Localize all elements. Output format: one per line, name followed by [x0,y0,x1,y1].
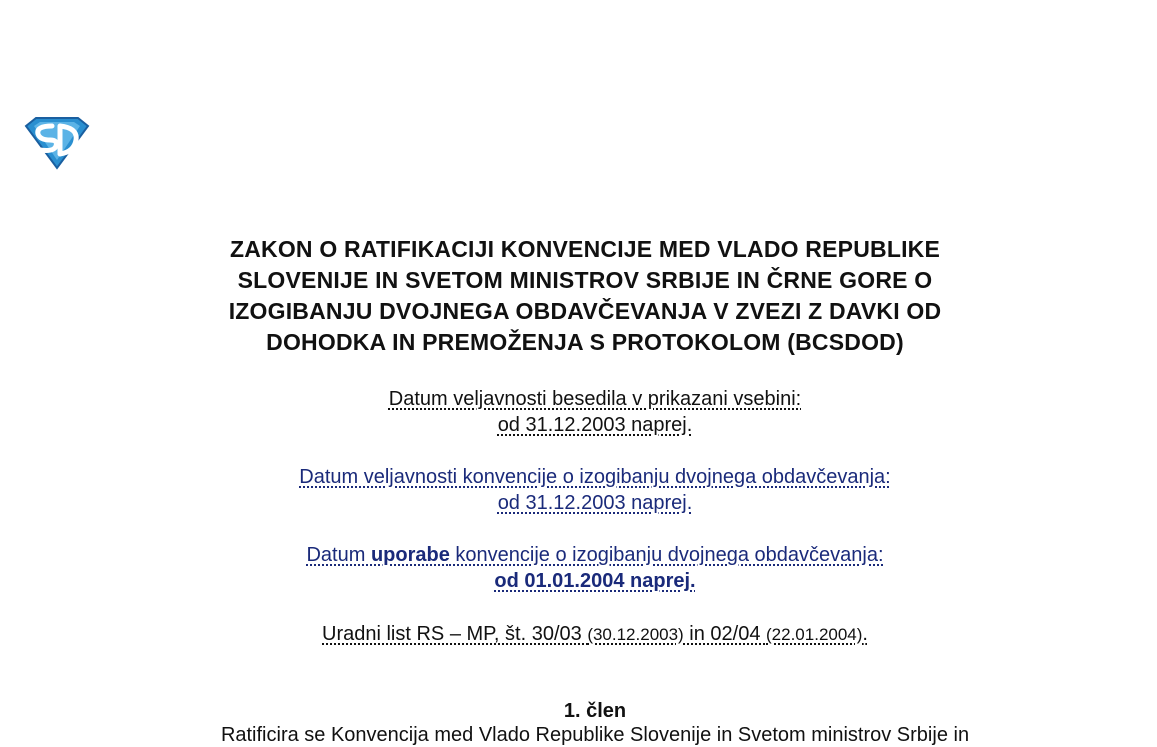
sd-logo-icon [22,116,92,170]
gazette-reference [150,621,1040,648]
gazette-text: in 02/04 [683,623,767,645]
gazette-date: (22.01.2004) [766,625,863,644]
validity-convention-value[interactable]: od 31.12.2003 naprej. [497,492,693,514]
law-title [150,234,1020,358]
article-heading: 1. člen [563,700,627,722]
validity-text-value[interactable]: od 31.12.2003 naprej. [497,414,693,436]
title-line: ZAKON O RATIFIKACIJI KONVENCIJE MED VLADO REPUBLIKE [229,236,941,262]
use-convention-label[interactable] [306,544,883,566]
use-convention-block [150,542,1040,594]
title-line: DOHODKA IN PREMOŽENJA S PROTOKOLOM (BCSDOD) [266,329,904,355]
validity-text-block [150,386,1040,438]
label-text: konvencije o izogibanju dvojnega obdavčevanja: [449,544,884,566]
use-convention-value[interactable]: od 01.01.2004 naprej. [494,570,696,592]
gazette-text: . [862,623,868,645]
title-line: IZOGIBANJU DVOJNEGA OBDAVČEVANJA V ZVEZI Z DAVKI OD [228,298,942,324]
validity-convention-block [150,464,1040,516]
gazette-link[interactable] [322,623,868,645]
title-line: SLOVENIJE IN SVETOM MINISTROV SRBIJE IN ČRNE GORE O [237,267,933,293]
label-emphasis: uporabe [370,544,450,566]
label-text: Datum [306,544,371,566]
validity-convention-label[interactable]: Datum veljavnosti konvencije o izogibanju dvojnega obdavčevanja: [299,466,891,488]
gazette-text: Uradni list RS – MP, št. 30/03 [322,623,588,645]
validity-text-label[interactable]: Datum veljavnosti besedila v prikazani vsebini: [388,388,802,410]
article-text: Ratificira se Konvencija med Vlado Republike Slovenije in Svetom ministrov Srbije in [220,724,970,746]
gazette-date: (30.12.2003) [587,625,684,644]
